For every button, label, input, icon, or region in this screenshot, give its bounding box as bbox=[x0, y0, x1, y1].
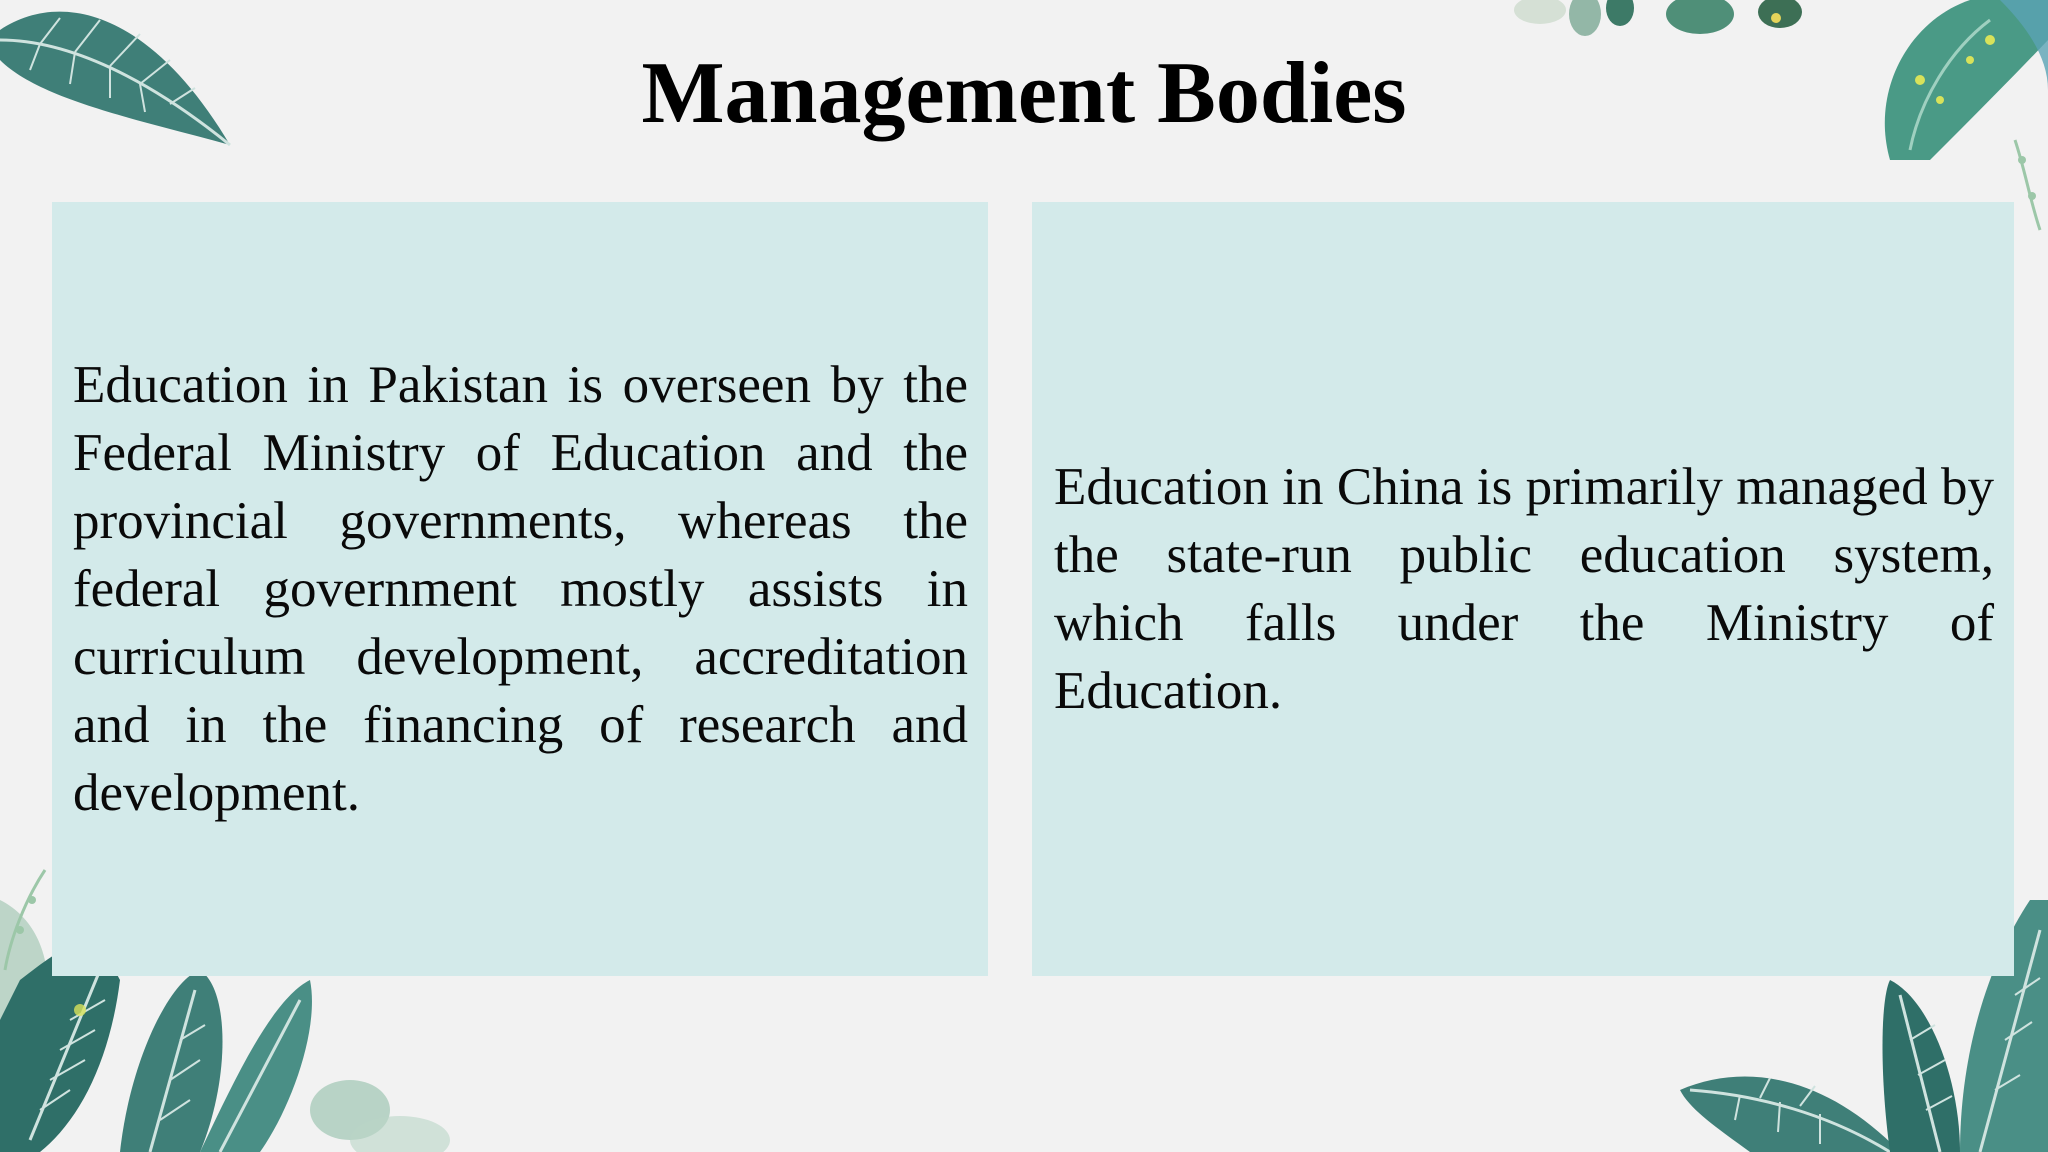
pakistan-panel bbox=[52, 202, 988, 976]
china-panel bbox=[1032, 202, 2014, 976]
china-panel-text: Education in China is primarily managed by the state-run public education system, which falls under the Ministry of Education. bbox=[1054, 458, 1994, 720]
page-title: Management Bodies bbox=[641, 45, 1407, 142]
pakistan-panel-text: Education in Pakistan is overseen by the Federal Ministry of Education and the provincial governments, whereas the federal government mostly assists in curriculum development, accreditation and in the financing of research and development. bbox=[73, 356, 968, 822]
foliage-icon bbox=[0, 860, 50, 980]
